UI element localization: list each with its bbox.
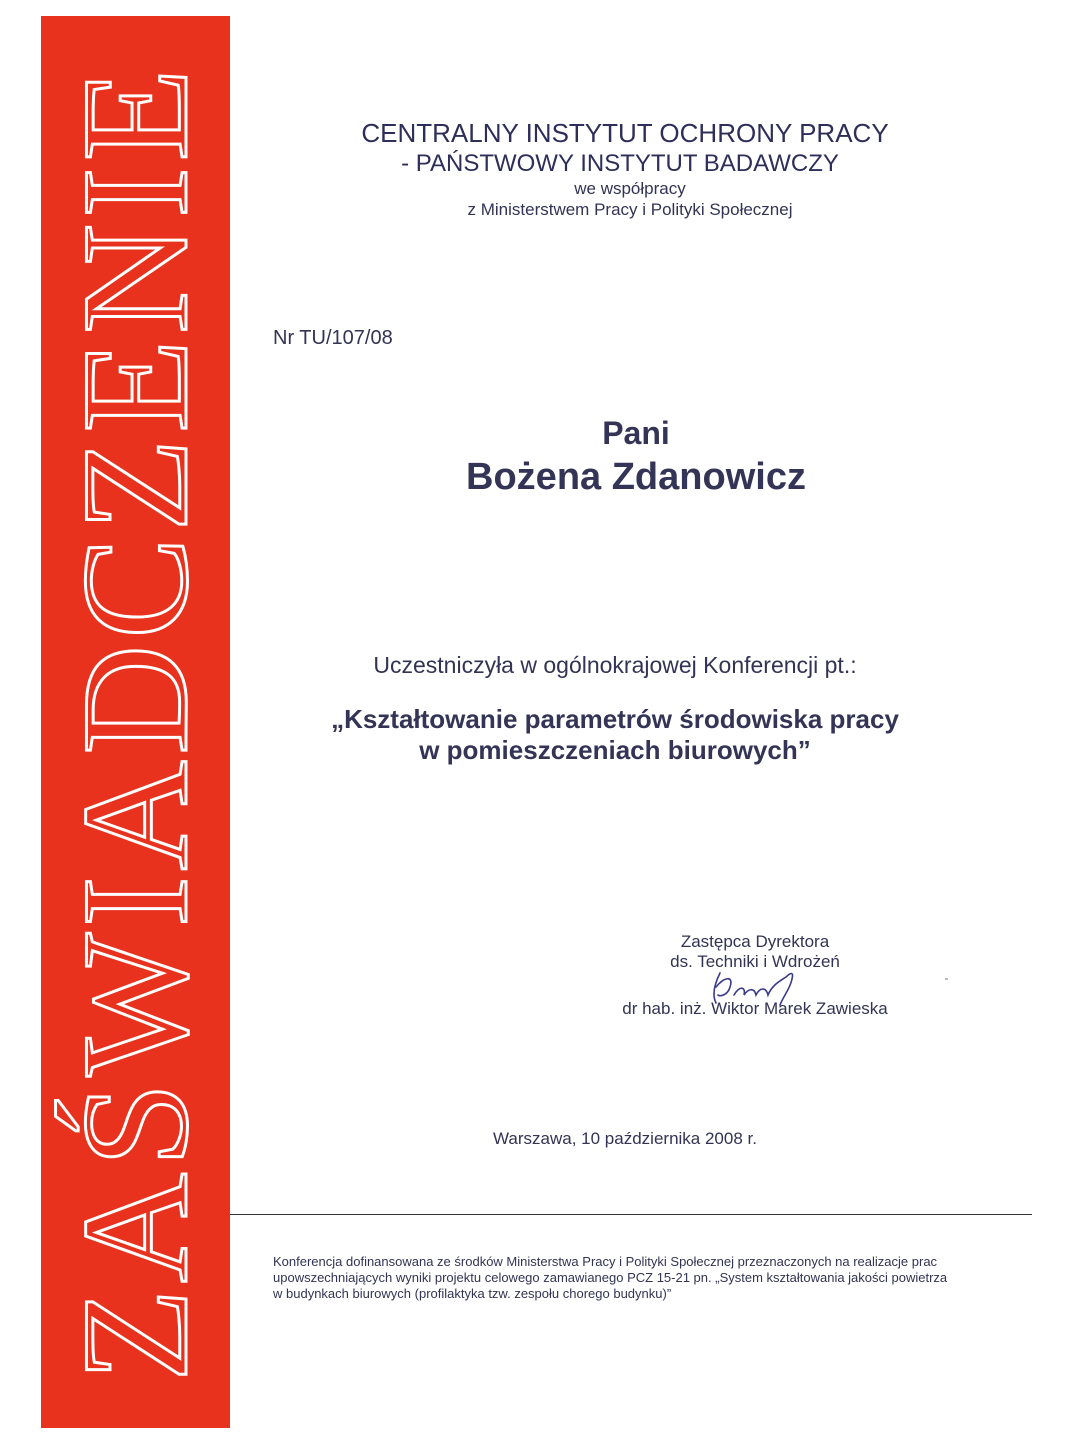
conference-title-line2: w pomieszczeniach biurowych” — [419, 735, 811, 765]
participation-statement: Uczestniczyła w ogólnokrajowej Konferencji pt.: — [373, 652, 857, 678]
cooperation-label: we współpracy — [574, 179, 686, 198]
conference-title — [290, 704, 940, 766]
signatory-department: ds. Techniki i Wdrożeń — [670, 952, 840, 971]
certificate-vertical-title: ZAŚWIADCZENIE — [51, 62, 219, 1382]
document-number: Nr TU/107/08 — [273, 327, 393, 349]
recipient-salutation: Pani — [602, 415, 670, 451]
place-and-date: Warszawa, 10 października 2008 r. — [493, 1129, 757, 1148]
funding-note — [273, 1254, 1013, 1302]
institute-name: CENTRALNY INSTYTUT OCHRONY PRACY — [361, 118, 889, 148]
conference-title-line1: „Kształtowanie parametrów środowiska pracy — [331, 704, 899, 734]
signatory-role: Zastępca Dyrektora — [680, 932, 830, 951]
funding-note-line1: Konferencja dofinansowana ze środków Ministerstwa Pracy i Polityki Społecznej przeznaczonych na realizacje prac — [273, 1254, 938, 1269]
scan-speck — [945, 978, 948, 980]
funding-note-line3: w budynkach biurowych (profilaktyka tzw. zespołu chorego budynku)” — [273, 1286, 672, 1301]
footer-divider — [230, 1214, 1032, 1215]
signatory-name: dr hab. inż. Wiktor Marek Zawieska — [622, 999, 888, 1018]
institute-subtitle: - PAŃSTWOWY INSTYTUT BADAWCZY — [401, 150, 839, 177]
recipient-name: Bożena Zdanowicz — [466, 456, 806, 498]
funding-note-line2: upowszechniających wyniki projektu celowego zamawianego PCZ 15-21 pn. „System kształtowania jakości powietrza — [273, 1270, 948, 1285]
cooperation-ministry: z Ministerstwem Pracy i Polityki Społecznej — [467, 200, 793, 219]
